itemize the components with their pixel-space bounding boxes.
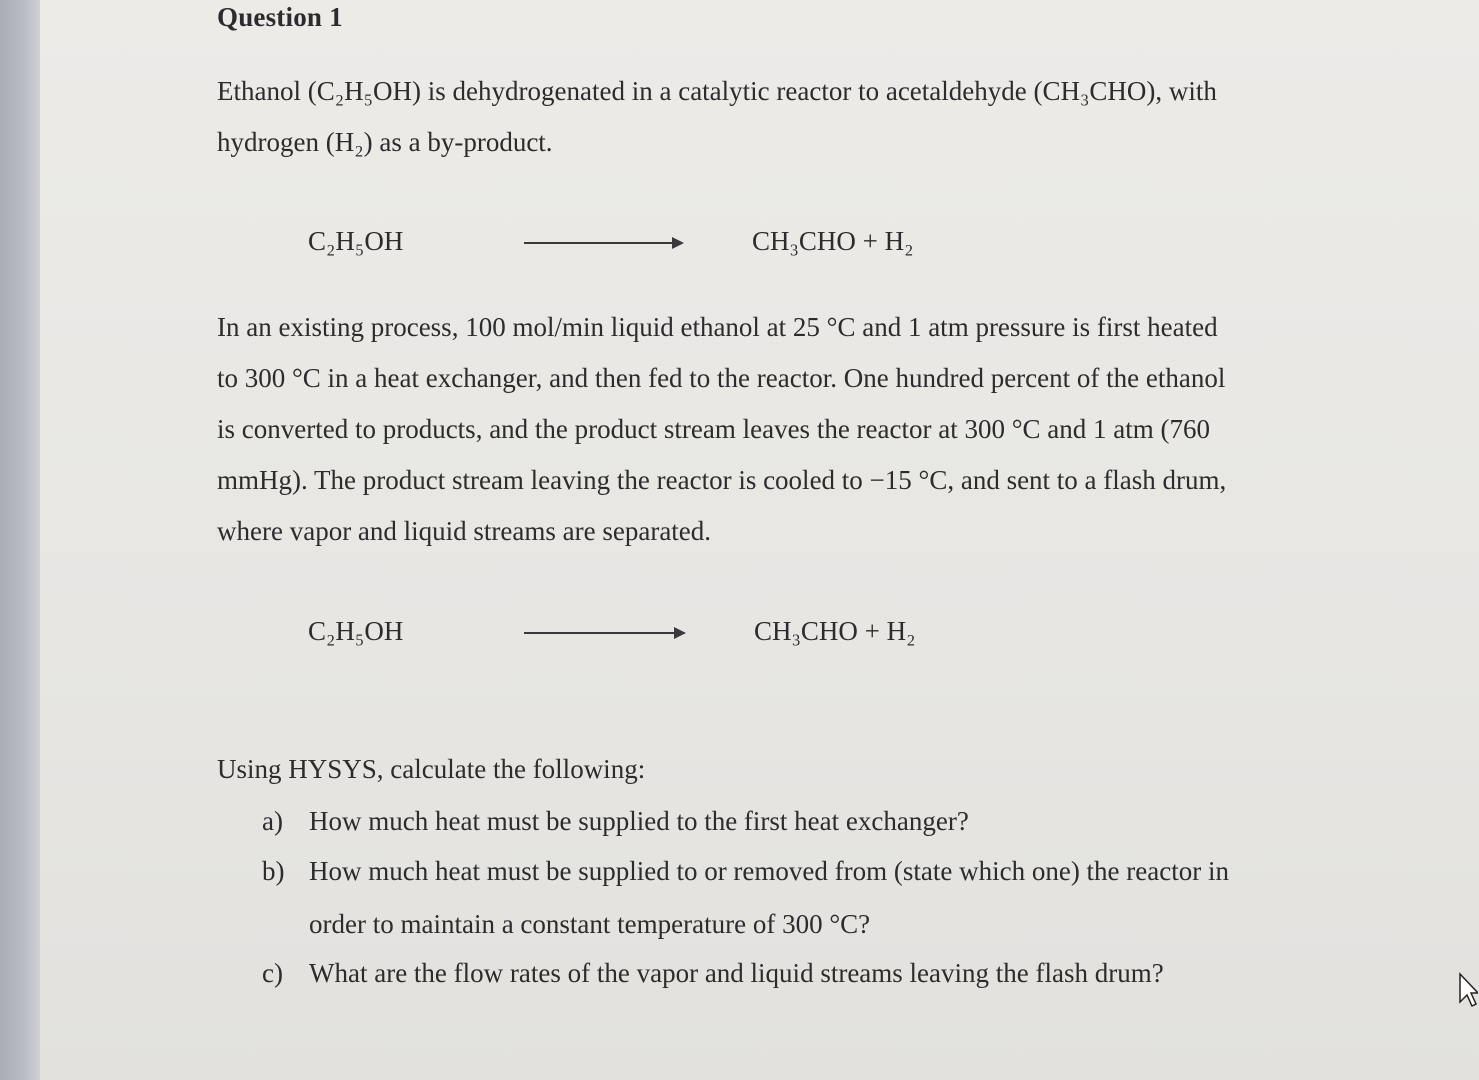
intro-line: hydrogen (H₂) as a by-product. [217,127,553,157]
question-label: a) [262,806,283,836]
question-text: How much heat must be supplied to or removed from (state which one) the reactor in [309,856,1229,886]
reaction-arrow-icon [524,632,684,634]
process-line: mmHg). The product stream leaving the reactor is cooled to −15 °C, and sent to a flash drum, [217,465,1227,495]
reaction-1-reactant: C₂H₅OH [308,226,404,256]
intro-paragraph [217,66,1337,168]
reaction-2-reactant: C₂H₅OH [308,616,404,646]
question-label: c) [262,958,283,988]
reaction-2-products: CH₃CHO + H₂ [754,616,916,646]
process-line: where vapor and liquid streams are separated. [217,516,712,546]
reaction-1-products: CH₃CHO + H₂ [752,226,914,256]
process-line: to 300 °C in a heat exchanger, and then fed to the reactor. One hundred percent of the ethanol [217,363,1226,393]
process-line: is converted to products, and the product stream leaves the reactor at 300 °C and 1 atm (760 [217,414,1210,444]
question-text: What are the flow rates of the vapor and liquid streams leaving the flash drum? [309,958,1164,988]
mouse-pointer-icon [1458,972,1478,1008]
questions-intro: Using HYSYS, calculate the following: [217,754,646,784]
reaction-arrow-icon [524,242,682,244]
process-paragraph [217,302,1337,557]
question-item-b [262,856,1229,887]
question-text: How much heat must be supplied to the first heat exchanger? [309,806,969,836]
question-label: b) [262,856,285,886]
left-margin-strip [0,0,40,1080]
question-b-continuation: order to maintain a constant temperature of 300 °C? [309,909,871,939]
question-item-c [262,958,1164,989]
intro-line: Ethanol (C₂H₅OH) is dehydrogenated in a catalytic reactor to acetaldehyde (CH₃CHO), with [217,76,1217,106]
question-item-a [262,806,969,837]
process-line: In an existing process, 100 mol/min liquid ethanol at 25 °C and 1 atm pressure is first heated [217,312,1218,342]
question-title: Question 1 [217,2,343,32]
